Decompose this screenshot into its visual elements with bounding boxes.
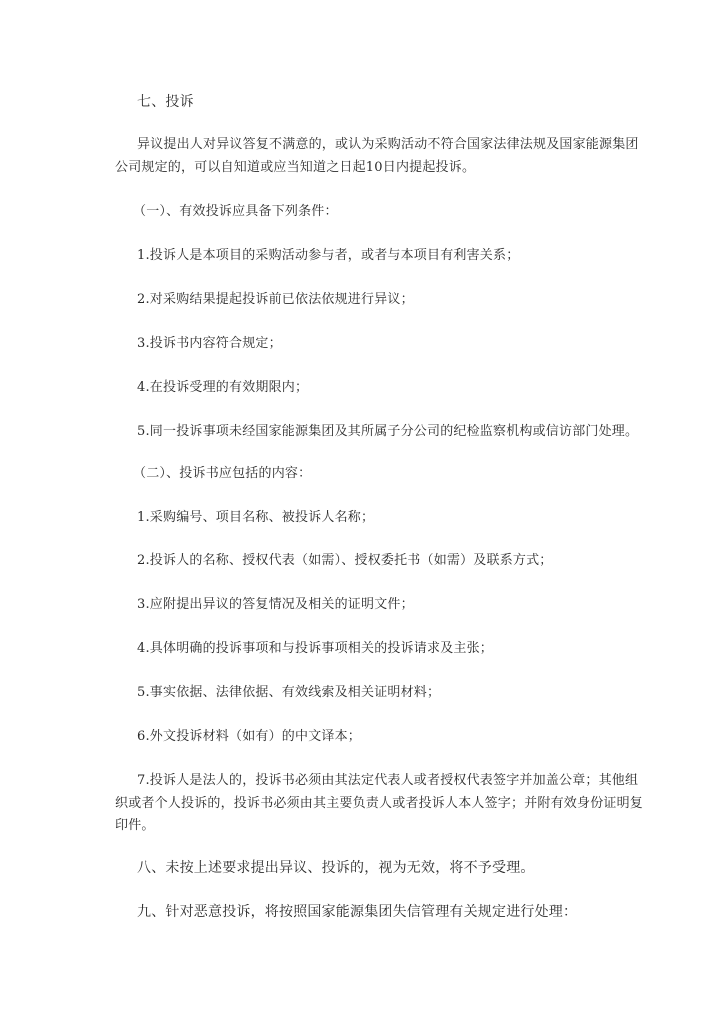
subsection-2-title: （二）、投诉书应包括的内容： [133,466,312,481]
intro-paragraph-line-2: 公司规定的，可以自知道或应当知道之日起10日内提起投诉。 [115,160,476,175]
content-item-3: 3.应附提出异议的答复情况及相关的证明文件； [137,597,414,612]
content-item-4: 4.具体明确的投诉事项和与投诉事项相关的投诉请求及主张； [137,641,494,656]
condition-item-2: 2.对采购结果提起投诉前已依法依规进行异议； [137,292,414,307]
section-7-title: 七、投诉 [137,94,194,110]
condition-item-4: 4.在投诉受理的有效期限内； [137,380,309,395]
condition-item-3: 3.投诉书内容符合规定； [137,336,282,351]
content-item-7-line-3: 印件。 [115,818,155,833]
content-item-7-line-2: 织或者个人投诉的，投诉书必须由其主要负责人或者投诉人本人签字；并附有效身份证明复 [115,796,644,811]
content-item-5: 5.事实依据、法律依据、有效线索及相关证明材料； [137,685,441,700]
section-9-text: 九、针对恶意投诉，将按照国家能源集团失信管理有关规定进行处理： [137,904,578,920]
subsection-1-title: （一）、有效投诉应具备下列条件： [133,204,338,219]
condition-item-5: 5.同一投诉事项未经国家能源集团及其所属子分公司的纪检监察机构或信访部门处理。 [137,424,639,439]
content-item-6: 6.外文投诉材料（如有）的中文译本； [137,729,362,744]
condition-item-1: 1.投诉人是本项目的采购活动参与者，或者与本项目有利害关系； [137,248,520,263]
content-item-1: 1.采购编号、项目名称、被投诉人名称； [137,510,375,525]
intro-paragraph-line-1: 异议提出人对异议答复不满意的，或认为采购活动不符合国家法律法规及国家能源集团 [137,137,639,152]
section-8-text: 八、未按上述要求提出异议、投诉的，视为无效，将不予受理。 [137,860,535,876]
content-item-2: 2.投诉人的名称、授权代表（如需）、授权委托书（如需）及联系方式； [137,553,553,568]
content-item-7-line-1: 7.投诉人是法人的，投诉书必须由其法定代表人或者授权代表签字并加盖公章；其他组 [137,773,639,788]
